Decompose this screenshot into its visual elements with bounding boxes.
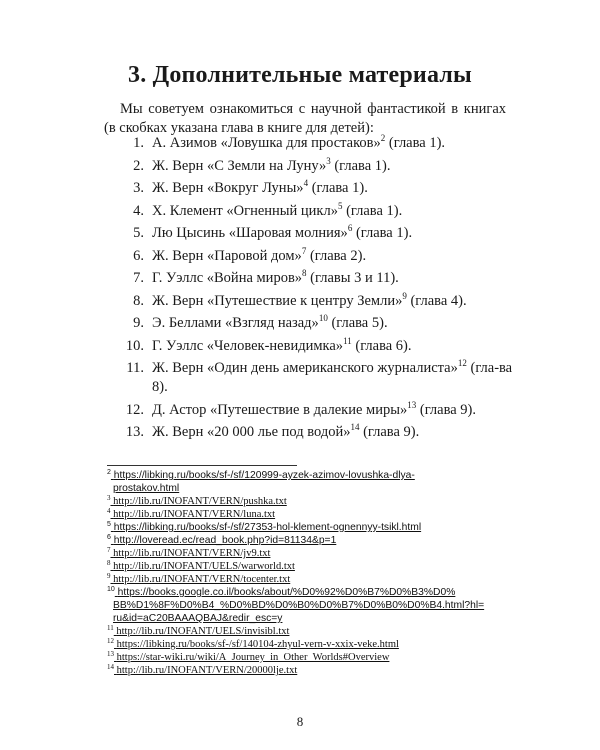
list-item-text — [152, 423, 514, 442]
footnote-ref[interactable]: 4 — [303, 178, 309, 189]
footnote-ref[interactable]: 11 — [343, 335, 352, 346]
book-title: А. Азимов «Ловушка для простаков» — [152, 135, 381, 151]
chapter-note: (глава 4). — [406, 292, 467, 309]
footnote-url[interactable]: http://loveread.ec/read_book.php?id=81134&p=1 — [113, 535, 337, 546]
list-item-number: 6. — [133, 247, 144, 264]
list-item-number: 10. — [125, 337, 144, 354]
footnote-url[interactable]: http://lib.ru/INOFANT/VERN/20000lje.txt — [116, 665, 298, 676]
book-title: Ж. Верн «Паровой дом» — [152, 247, 302, 264]
footnotes — [107, 469, 507, 677]
footnote-url[interactable]: http://lib.ru/INOFANT/UELS/invisibl.txt — [116, 626, 290, 637]
footnote-link[interactable] — [107, 612, 507, 625]
list-item — [104, 337, 514, 356]
list-item-number: 12. — [125, 401, 144, 418]
footnote-url[interactable]: http://lib.ru/INOFANT/UELS/warworld.txt — [113, 561, 295, 572]
footnote-ref[interactable]: 10 — [318, 313, 328, 324]
chapter-note: (глава 6). — [351, 337, 412, 354]
book-title: Д. Астор «Путешествие в далекие миры» — [152, 401, 408, 418]
footnote-url[interactable]: prostakov.html — [113, 483, 180, 494]
footnote-ref[interactable]: 8 — [302, 268, 307, 279]
list-item — [104, 202, 514, 221]
chapter-note: (глава 9). — [416, 401, 476, 418]
book-list — [104, 134, 514, 446]
list-item-text — [152, 314, 514, 333]
footnote-url[interactable]: https://books.google.co.il/books/about/%D0%92%D0%B7%D0%B3%D0% — [117, 587, 456, 598]
footnote-link[interactable]: $^8$ http://lib.ru/INOFANT/UELS/warworld.txt — [107, 558, 295, 572]
footnote-ref[interactable]: 3 — [326, 155, 331, 166]
page-number: 8 — [296, 714, 304, 729]
footnote-link[interactable]: $^4$ http://lib.ru/INOFANT/VERN/luna.txt — [107, 506, 276, 520]
footnote-url[interactable]: http://lib.ru/INOFANT/VERN/pushka.txt — [113, 496, 287, 507]
chapter-note: (глава 1). — [308, 180, 368, 196]
list-item-number: 5. — [133, 225, 144, 241]
footnote-link[interactable]: $^{11}$ http://lib.ru/INOFANT/UELS/invisibl.txt — [107, 623, 290, 637]
list-item-text — [152, 224, 514, 243]
list-item-text — [152, 247, 514, 266]
list-item — [104, 247, 514, 266]
footnote-link[interactable]: $^2$ https://libking.ru/books/sf-/sf/120999-ayzek-azimov-lovushka-dlya- — [107, 468, 415, 481]
footnote-ref[interactable]: 9 — [402, 290, 407, 301]
footnote-link[interactable] — [107, 599, 507, 612]
footnote-url[interactable]: https://libking.ru/books/sf-/sf/140104-zhyul-vern-v-xxix-veke.html — [116, 639, 399, 650]
list-item-text — [152, 292, 514, 311]
list-item-text — [152, 401, 514, 420]
list-item — [104, 224, 514, 243]
list-item-number: 4. — [133, 202, 144, 219]
chapter-note: (глава 9). — [359, 424, 420, 440]
list-item — [104, 269, 514, 288]
footnote-ref[interactable]: 6 — [347, 223, 353, 234]
chapter-note: (главы 3 и 11). — [306, 270, 399, 286]
list-item-number: 2. — [133, 157, 144, 174]
chapter-note: (глава 5). — [327, 315, 388, 331]
list-item-number: 11. — [126, 360, 144, 376]
chapter-note: (глава 2). — [306, 247, 367, 264]
footnote-link[interactable]: $^9$ http://lib.ru/INOFANT/VERN/tocenter.txt — [107, 571, 291, 585]
list-item-text — [152, 202, 514, 221]
list-item-text — [152, 134, 514, 153]
book-title: Э. Беллами «Взгляд назад» — [152, 315, 319, 331]
footnote-url[interactable]: ru&id=aC20BAAAQBAJ&redir_esc=y — [113, 613, 283, 624]
list-item-text — [152, 269, 514, 288]
list-item-text — [152, 337, 514, 356]
intro-paragraph: Мы советуем ознакомиться с научной фантастикой в книгах (в скобках указана глава в книге для детей): — [104, 101, 506, 136]
list-item — [104, 179, 514, 198]
list-item — [104, 423, 514, 442]
footnote-ref[interactable]: 5 — [337, 200, 343, 211]
footnote-link[interactable]: $^{12}$ https://libking.ru/books/sf-/sf/140104-zhyul-vern-v-xxix-veke.html — [107, 636, 399, 650]
chapter-note: (глава 1). — [385, 135, 446, 151]
footnote-divider — [107, 465, 297, 466]
book-title: Г. Уэллс «Человек-невидимка» — [152, 337, 344, 354]
footnote-url[interactable]: https://star-wiki.ru/wiki/A_Journey_in_Other_Worlds#Overview — [116, 652, 390, 663]
list-item — [104, 314, 514, 333]
book-title: Ж. Верн «20 000 лье под водой» — [152, 424, 351, 440]
footnote-url[interactable]: https://libking.ru/books/sf-/sf/120999-ayzek-azimov-lovushka-dlya- — [113, 470, 415, 481]
book-title: Г. Уэллс «Война миров» — [152, 270, 303, 286]
list-item-number: 7. — [133, 270, 144, 286]
chapter-note: (глава 1). — [330, 157, 391, 174]
list-item-number: 13. — [125, 424, 144, 440]
list-item-text — [152, 359, 514, 397]
book-title: Ж. Верн «Один день американского журналиста» — [152, 360, 458, 376]
chapter-note: (гла-ва 8). — [152, 360, 513, 395]
book-title: Лю Цысинь «Шаровая молния» — [152, 225, 348, 241]
footnote-link[interactable]: $^5$ https://libking.ru/books/sf-/sf/27353-hol-klement-ognennyy-tsikl.html — [107, 520, 422, 533]
book-title: Ж. Верн «С Земли на Луну» — [152, 157, 327, 174]
footnote-link[interactable]: $^3$ http://lib.ru/INOFANT/VERN/pushka.txt — [107, 493, 287, 507]
footnote-link[interactable]: $^{13}$ https://star-wiki.ru/wiki/A_Journey_in_Other_Worlds#Overview — [107, 649, 390, 663]
footnote-url[interactable]: http://lib.ru/INOFANT/VERN/tocenter.txt — [113, 574, 291, 585]
footnote-link[interactable]: $^{14}$ http://lib.ru/INOFANT/VERN/20000lje.txt — [107, 662, 298, 676]
footnote-ref[interactable]: 13 — [407, 399, 417, 410]
footnote-link[interactable] — [107, 482, 507, 495]
footnote-url[interactable]: http://lib.ru/INOFANT/VERN/jv9.txt — [113, 548, 271, 559]
list-item-text — [152, 157, 514, 176]
book-title: Х. Клемент «Огненный цикл» — [152, 202, 338, 219]
footnote-ref[interactable]: 14 — [350, 422, 360, 433]
list-item — [104, 157, 514, 176]
footnote-link[interactable]: $^{10}$ https://books.google.co.il/books/about/%D0%92%D0%B7%D0%B3%D0% — [107, 585, 456, 598]
book-title: Ж. Верн «Вокруг Луны» — [152, 180, 304, 196]
footnote-url[interactable]: http://lib.ru/INOFANT/VERN/luna.txt — [113, 509, 276, 520]
footnote-ref[interactable]: 2 — [380, 133, 386, 144]
list-item-number: 3. — [133, 180, 144, 196]
footnote-url[interactable]: BB%D1%8F%D0%B4_%D0%BD%D0%B0%D0%B7%D0%B0%D0%B4.html?hl= — [113, 600, 485, 611]
list-item — [104, 359, 514, 397]
section-title: 3. Дополнительные материалы — [128, 62, 472, 88]
footnote-url[interactable]: https://libking.ru/books/sf-/sf/27353-hol-klement-ognennyy-tsikl.html — [113, 522, 422, 533]
footnote-link[interactable]: $^7$ http://lib.ru/INOFANT/VERN/jv9.txt — [107, 545, 271, 559]
book-title: Ж. Верн «Путешествие к центру Земли» — [152, 292, 403, 309]
chapter-note: (глава 1). — [342, 202, 403, 219]
list-item-text — [152, 179, 514, 198]
list-item-number: 1. — [133, 135, 144, 151]
footnote-ref[interactable]: 7 — [301, 245, 307, 256]
list-item — [104, 292, 514, 311]
list-item-number: 9. — [133, 315, 144, 331]
footnote-link[interactable]: $^6$ http://loveread.ec/read_book.php?id=81134&p=1 — [107, 533, 337, 546]
chapter-note: (глава 1). — [352, 225, 413, 241]
list-item — [104, 401, 514, 420]
list-item — [104, 134, 514, 153]
list-item-number: 8. — [133, 292, 144, 309]
footnote-ref[interactable]: 12 — [457, 358, 467, 369]
